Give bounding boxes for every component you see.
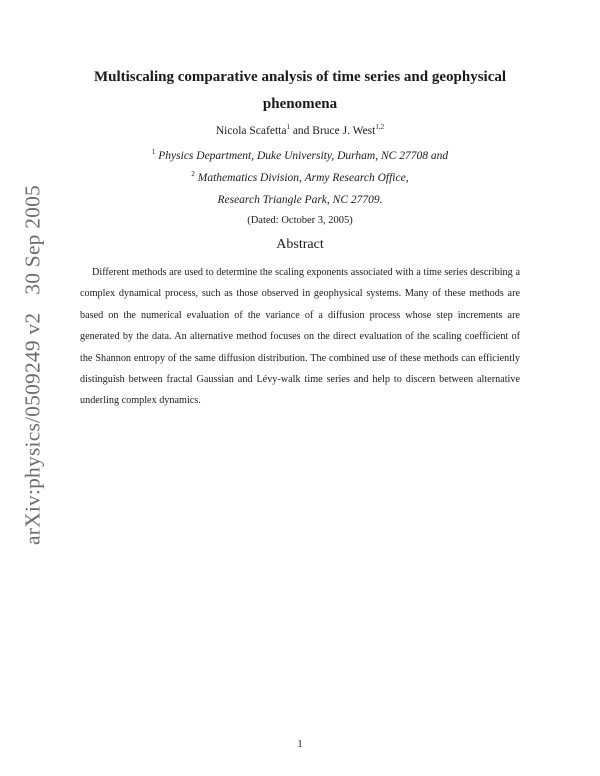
- arxiv-identifier: arXiv:physics/0509249 v2: [20, 312, 45, 546]
- affiliation-mark: 1,2: [375, 123, 385, 132]
- abstract-heading: Abstract: [276, 237, 324, 252]
- affiliation-text: Research Triangle Park, NC 27709.: [217, 194, 383, 206]
- arxiv-date: 30 Sep 2005: [20, 184, 45, 295]
- affiliation-line: [0, 150, 600, 162]
- affiliation-text: Physics Department, Duke University, Durham, NC 27708 and: [158, 150, 449, 162]
- page-number: 1: [297, 738, 303, 750]
- affiliation-mark: 2: [191, 170, 195, 179]
- author-line: [0, 125, 600, 137]
- affiliation-mark: 1: [286, 123, 290, 132]
- dated-line: (Dated: October 3, 2005): [247, 215, 353, 226]
- abstract-text: Different methods are used to determine the scaling exponents associated with a time series describing a complex dynamical process, such as those observed in geophysical systems. Many of these methods are based on the numerical evaluation of the variance of a diffusion process whose step increments are generated by the data. An alternative method focuses on the direct evaluation of the scaling coefficient of the Shannon entropy of the same diffusion distribution. The combined use of these methods can efficiently distinguish between fractal Gaussian and Lévy-walk time series and help to discern between alternative underling complex dynamics.: [80, 267, 520, 407]
- author-name: Nicola Scafetta: [215, 125, 287, 137]
- author-conjunction: and: [292, 125, 310, 137]
- affiliation-line: [0, 172, 600, 184]
- affiliation-line: [0, 194, 600, 206]
- affiliation-mark: 1: [151, 148, 156, 157]
- paper-title: Multiscaling comparative analysis of time series and geophysical phenomena: [93, 69, 507, 112]
- affiliation-text: Mathematics Division, Army Research Office,: [197, 172, 409, 184]
- author-name: Bruce J. West: [312, 125, 376, 137]
